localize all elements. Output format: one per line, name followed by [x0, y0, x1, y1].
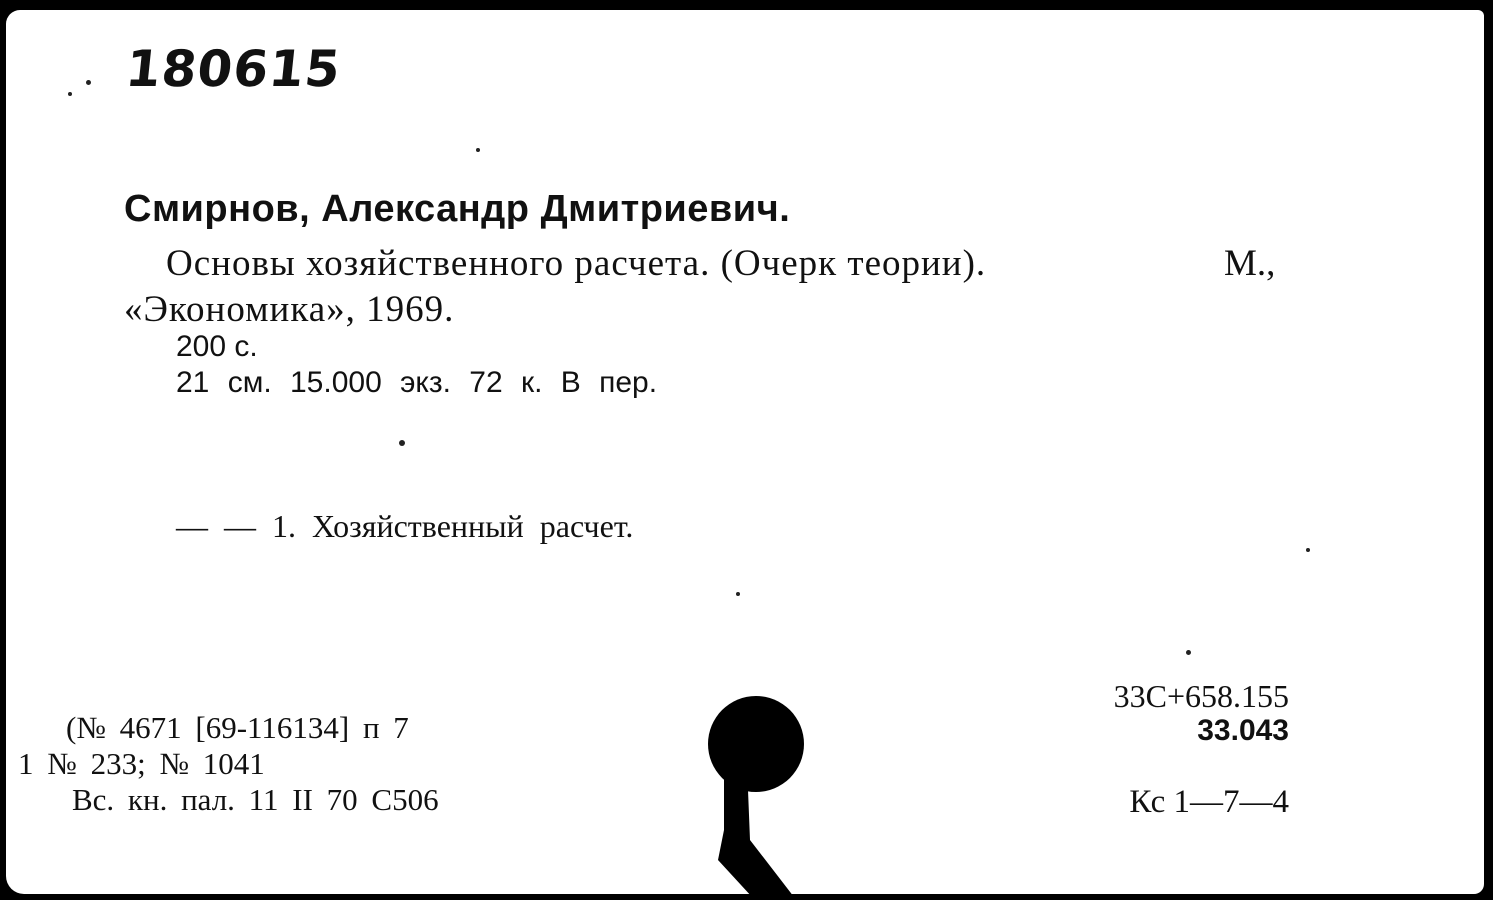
publisher-year: «Экономика», 1969. — [124, 289, 455, 330]
ink-speck — [476, 148, 480, 152]
page-count: 200 с. — [176, 330, 258, 363]
kc-code: Кс 1—7—4 — [1129, 784, 1289, 820]
author-heading: Смирнов, Александр Дмитриевич. — [124, 188, 791, 230]
secondary-classification: 33.043 — [1197, 714, 1289, 747]
ink-speck — [68, 92, 72, 96]
print-number-line: 1 № 233; № 1041 — [18, 746, 265, 781]
publication-place: М., — [1224, 243, 1276, 284]
ink-speck — [736, 592, 740, 596]
subject-heading: — — 1. Хозяйственный расчет. — [176, 508, 634, 544]
catalog-card — [6, 10, 1484, 894]
print-order-line: (№ 4671 [69-116134] п 7 — [66, 710, 409, 745]
ink-speck — [399, 440, 405, 446]
ink-speck — [86, 80, 91, 85]
ink-speck — [1306, 548, 1310, 552]
classification-code: 33С+658.155 — [1113, 678, 1289, 714]
ink-speck — [1186, 650, 1191, 655]
physical-description: 21 см. 15.000 экз. 72 к. В пер. — [176, 366, 658, 399]
book-chamber-line: Вс. кн. пал. 11 II 70 С506 — [72, 782, 439, 817]
book-title: Основы хозяйственного расчета. (Очерк теории). — [166, 243, 987, 284]
card-punch-hole — [704, 690, 804, 894]
handwritten-inventory-number: 180615 — [122, 40, 344, 98]
